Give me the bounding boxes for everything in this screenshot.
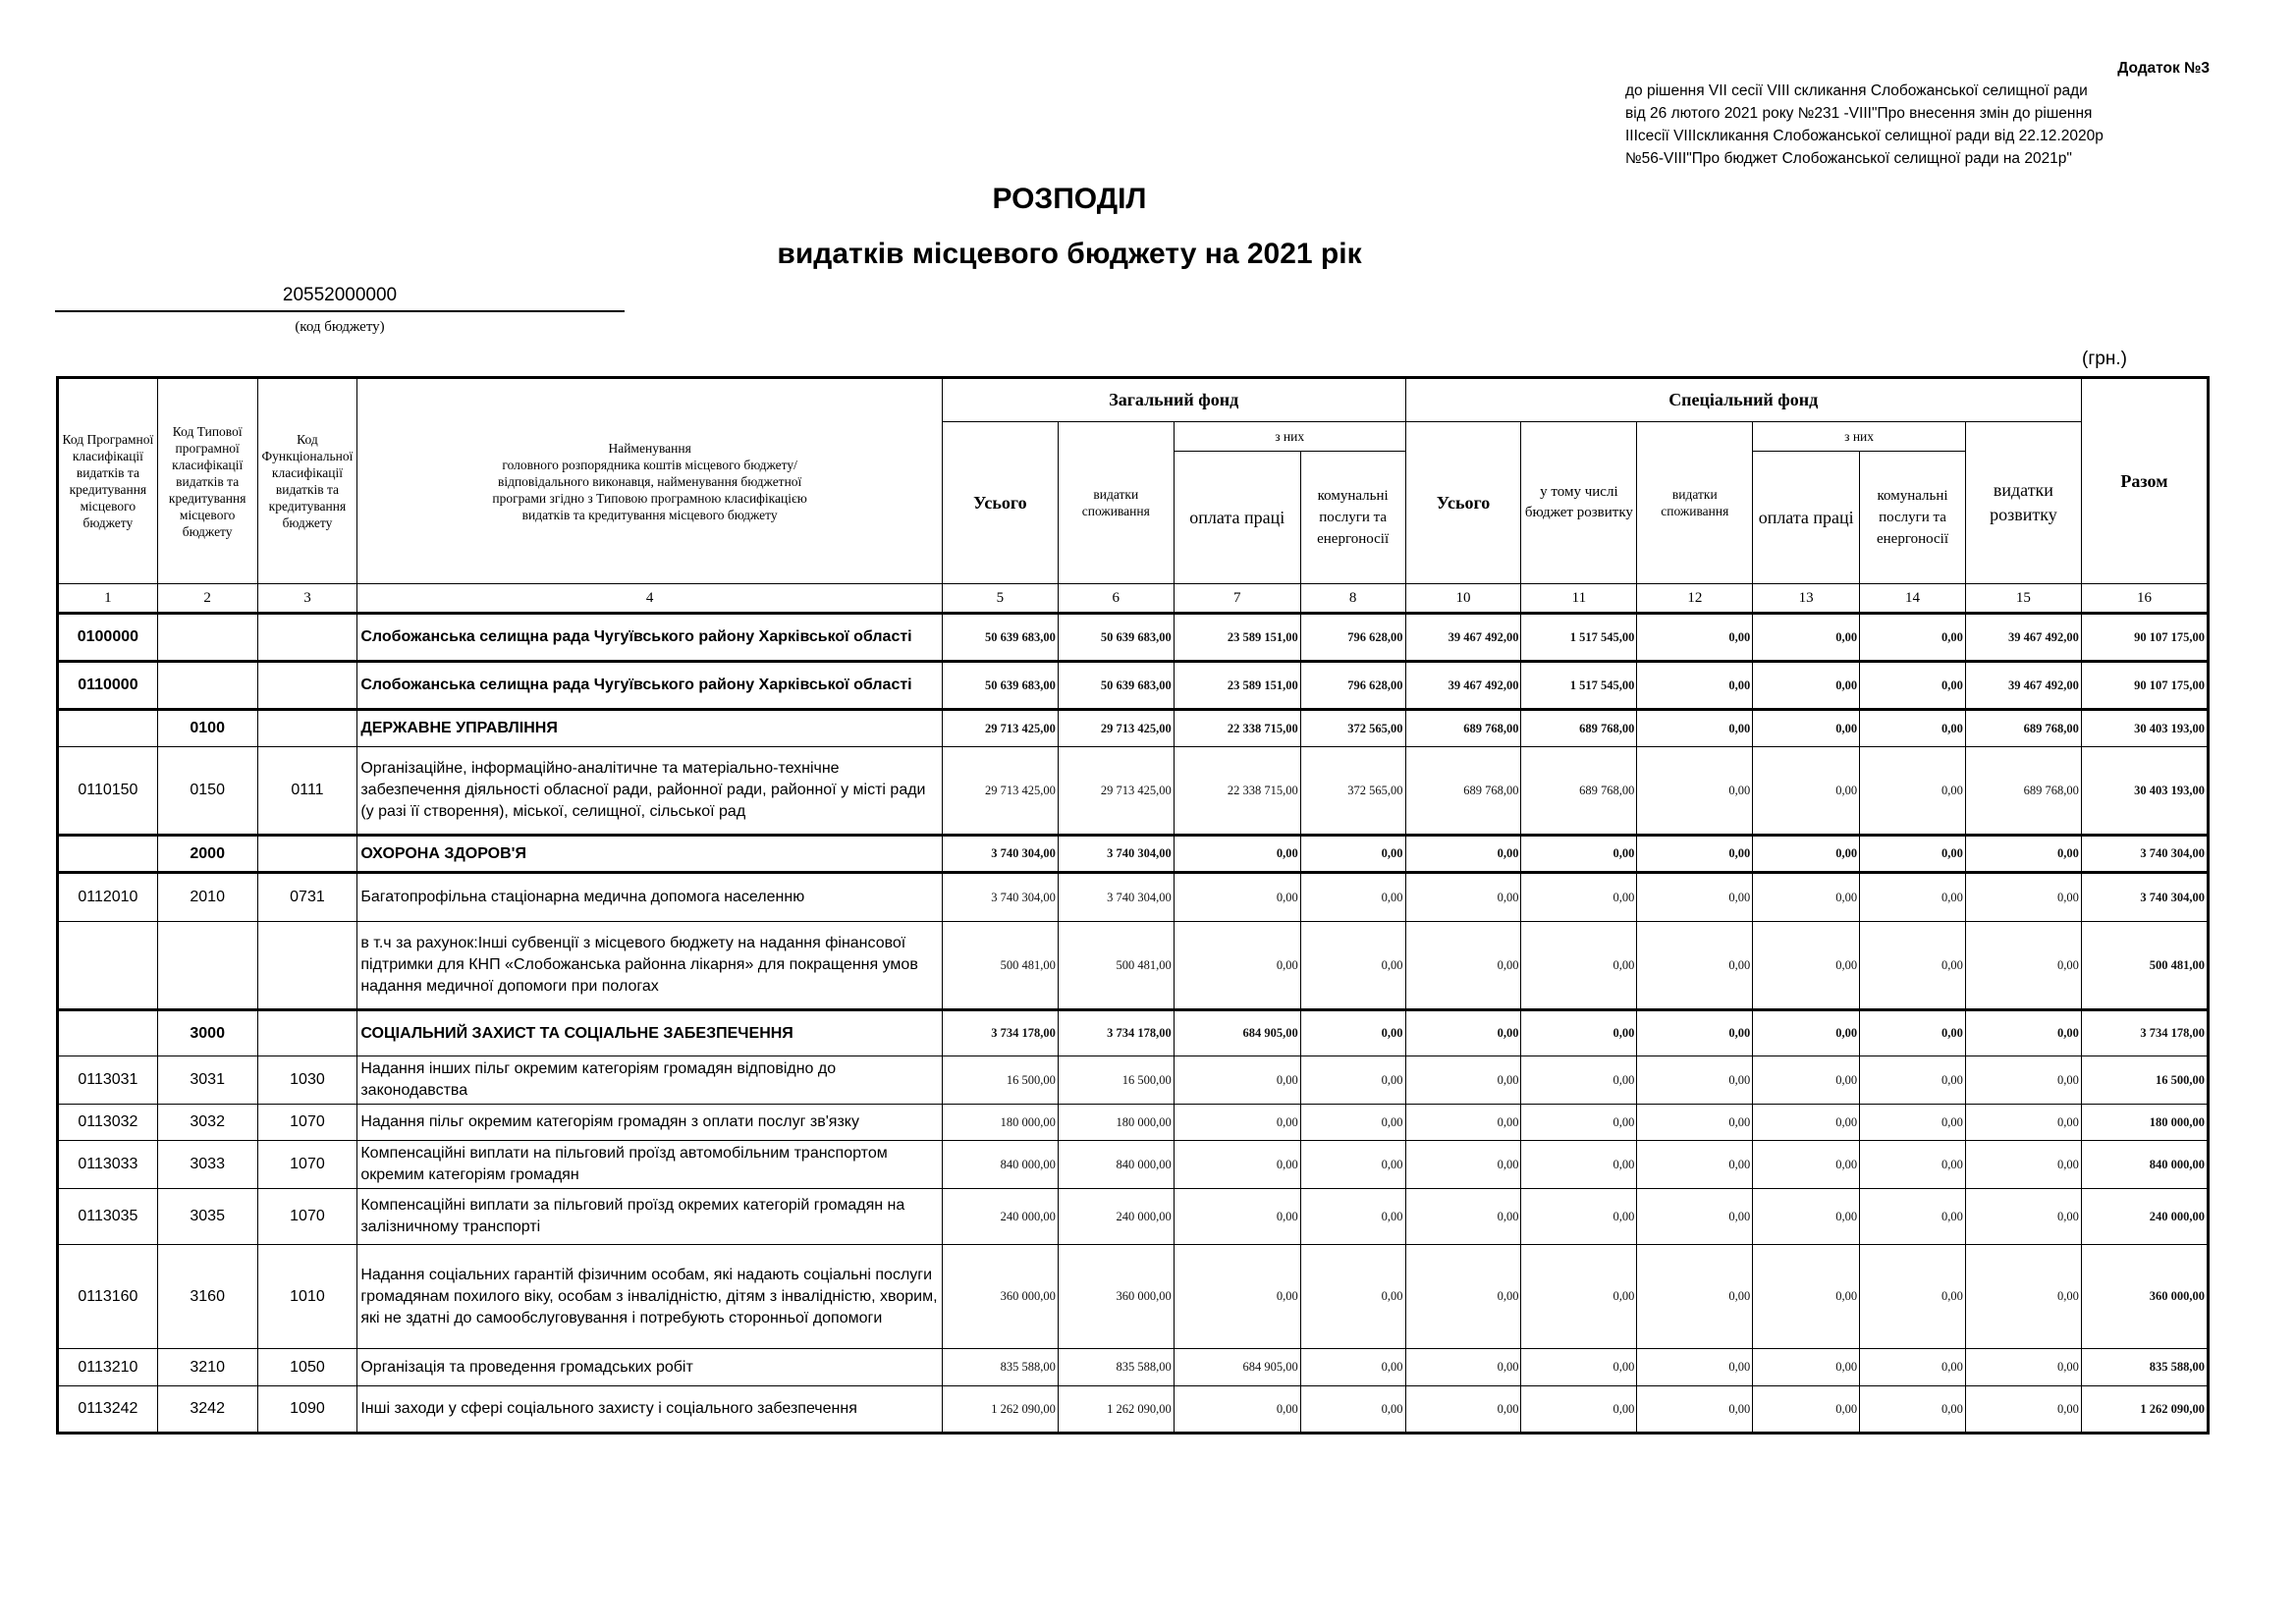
amount-cell: 0,00 [1405, 922, 1521, 1010]
amount-cell: 689 768,00 [1521, 710, 1637, 747]
column-number: 15 [1965, 584, 2081, 614]
amount-cell: 29 713 425,00 [942, 710, 1058, 747]
amount-cell: 0,00 [1405, 836, 1521, 873]
amount-cell: 50 639 683,00 [942, 614, 1058, 662]
amount-cell: 0,00 [1300, 1386, 1405, 1434]
amount-cell: 0,00 [1637, 922, 1753, 1010]
program-code-cell: 0110150 [58, 747, 158, 836]
column-number: 4 [357, 584, 943, 614]
typical-code-cell: 3032 [157, 1105, 257, 1141]
row-total-cell: 30 403 193,00 [2081, 747, 2208, 836]
amount-cell: 0,00 [1521, 1349, 1637, 1386]
column-number: 13 [1753, 584, 1860, 614]
amount-cell: 0,00 [1521, 1189, 1637, 1245]
typical-code-cell: 0150 [157, 747, 257, 836]
program-name-cell: Компенсаційні виплати на пільговий проїзд автомобільним транспортом окремим категоріям громадян [357, 1141, 943, 1189]
header-special-fund: Спеціальний фонд [1405, 378, 2081, 422]
functional-code-cell [257, 1010, 357, 1056]
amount-cell: 0,00 [1637, 662, 1753, 710]
program-code-cell [58, 710, 158, 747]
column-number: 1 [58, 584, 158, 614]
row-total-cell: 30 403 193,00 [2081, 710, 2208, 747]
amount-cell: 0,00 [1637, 1010, 1753, 1056]
column-number: 12 [1637, 584, 1753, 614]
budget-code-label: (код бюджету) [295, 319, 385, 335]
amount-cell: 0,00 [1753, 836, 1860, 873]
currency-unit: (грн.) [2082, 349, 2127, 369]
amount-cell: 0,00 [1405, 1010, 1521, 1056]
column-number: 2 [157, 584, 257, 614]
program-code-cell: 0113033 [58, 1141, 158, 1189]
amount-cell: 0,00 [1174, 1105, 1300, 1141]
amount-cell: 0,00 [1300, 922, 1405, 1010]
amount-cell: 0,00 [1753, 662, 1860, 710]
amount-cell: 50 639 683,00 [1058, 614, 1174, 662]
row-total-cell: 840 000,00 [2081, 1141, 2208, 1189]
amount-cell: 0,00 [1753, 747, 1860, 836]
table-row [58, 873, 2209, 922]
amount-cell: 372 565,00 [1300, 747, 1405, 836]
amount-cell: 0,00 [1405, 1189, 1521, 1245]
functional-code-cell: 1010 [257, 1245, 357, 1349]
amount-cell: 0,00 [1174, 1245, 1300, 1349]
amount-cell: 0,00 [1300, 1349, 1405, 1386]
column-numbers-row [58, 584, 2209, 614]
amount-cell: 50 639 683,00 [942, 662, 1058, 710]
program-name-cell: в т.ч за рахунок:Інші субвенції з місцевого бюджету на надання фінансової підтримки для КНП «Слобожанська районна лікарня» для покращення умов надання медичної допомоги при пологах [357, 922, 943, 1010]
amount-cell: 180 000,00 [1058, 1105, 1174, 1141]
program-name-cell: СОЦІАЛЬНИЙ ЗАХИСТ ТА СОЦІАЛЬНЕ ЗАБЕЗПЕЧЕННЯ [357, 1010, 943, 1056]
amount-cell: 372 565,00 [1300, 710, 1405, 747]
amount-cell: 0,00 [1965, 1349, 2081, 1386]
amount-cell: 22 338 715,00 [1174, 710, 1300, 747]
column-number: 8 [1300, 584, 1405, 614]
amount-cell: 0,00 [1637, 1056, 1753, 1105]
budget-code: 20552000000 [55, 285, 625, 312]
functional-code-cell [257, 710, 357, 747]
amount-cell: 0,00 [1300, 873, 1405, 922]
amount-cell: 796 628,00 [1300, 614, 1405, 662]
amount-cell: 0,00 [1753, 922, 1860, 1010]
amount-cell: 0,00 [1637, 747, 1753, 836]
amount-cell: 840 000,00 [942, 1141, 1058, 1189]
header-sf-wages: оплата праці [1753, 452, 1860, 584]
functional-code-cell: 1070 [257, 1141, 357, 1189]
amount-cell: 0,00 [1965, 1245, 2081, 1349]
amount-cell: 689 768,00 [1965, 710, 2081, 747]
appendix-block [1625, 57, 2254, 170]
program-name-cell: Компенсаційні виплати за пільговий проїзд окремих категорій громадян на залізничному транспорті [357, 1189, 943, 1245]
header-general-fund: Загальний фонд [942, 378, 1405, 422]
row-total-cell: 90 107 175,00 [2081, 614, 2208, 662]
row-total-cell: 360 000,00 [2081, 1245, 2208, 1349]
functional-code-cell: 1070 [257, 1189, 357, 1245]
amount-cell: 0,00 [1405, 1141, 1521, 1189]
amount-cell: 22 338 715,00 [1174, 747, 1300, 836]
amount-cell: 0,00 [1753, 710, 1860, 747]
amount-cell: 0,00 [1521, 1010, 1637, 1056]
amount-cell: 0,00 [1965, 1386, 2081, 1434]
typical-code-cell: 3000 [157, 1010, 257, 1056]
header-typical-code: Код Типової програмної класифікації видатків та кредитування місцевого бюджету [157, 378, 257, 584]
typical-code-cell: 3160 [157, 1245, 257, 1349]
amount-cell: 0,00 [1300, 1056, 1405, 1105]
row-total-cell: 240 000,00 [2081, 1189, 2208, 1245]
amount-cell: 0,00 [1174, 1386, 1300, 1434]
amount-cell: 0,00 [1753, 1245, 1860, 1349]
amount-cell: 3 740 304,00 [942, 836, 1058, 873]
amount-cell: 0,00 [1405, 1386, 1521, 1434]
amount-cell: 23 589 151,00 [1174, 614, 1300, 662]
amount-cell: 689 768,00 [1405, 747, 1521, 836]
amount-cell: 0,00 [1965, 1141, 2081, 1189]
table-row [58, 1189, 2209, 1245]
amount-cell: 360 000,00 [942, 1245, 1058, 1349]
typical-code-cell: 3031 [157, 1056, 257, 1105]
row-total-cell: 3 734 178,00 [2081, 1010, 2208, 1056]
functional-code-cell [257, 836, 357, 873]
amount-cell: 0,00 [1405, 1349, 1521, 1386]
header-gf-of-which: з них [1174, 422, 1405, 452]
column-number: 16 [2081, 584, 2208, 614]
document-subtitle: видатків місцевого бюджету на 2021 рік [777, 238, 1362, 270]
amount-cell: 0,00 [1637, 873, 1753, 922]
header-gf-consumption: видатки споживання [1058, 422, 1174, 584]
amount-cell: 0,00 [1300, 1105, 1405, 1141]
amount-cell: 0,00 [1637, 1105, 1753, 1141]
amount-cell: 0,00 [1965, 1105, 2081, 1141]
amount-cell: 39 467 492,00 [1965, 662, 2081, 710]
row-total-cell: 180 000,00 [2081, 1105, 2208, 1141]
appendix-title: Додаток №3 [2117, 60, 2210, 77]
amount-cell: 0,00 [1405, 1056, 1521, 1105]
amount-cell: 0,00 [1174, 836, 1300, 873]
amount-cell: 3 740 304,00 [1058, 836, 1174, 873]
row-total-cell: 3 740 304,00 [2081, 836, 2208, 873]
amount-cell: 500 481,00 [1058, 922, 1174, 1010]
amount-cell: 0,00 [1637, 614, 1753, 662]
amount-cell: 0,00 [1753, 1141, 1860, 1189]
amount-cell: 0,00 [1521, 873, 1637, 922]
program-code-cell: 0113210 [58, 1349, 158, 1386]
amount-cell: 0,00 [1521, 1105, 1637, 1141]
typical-code-cell: 2010 [157, 873, 257, 922]
amount-cell: 0,00 [1753, 873, 1860, 922]
amount-cell: 0,00 [1300, 1189, 1405, 1245]
amount-cell: 0,00 [1860, 1056, 1966, 1105]
program-code-cell: 0113031 [58, 1056, 158, 1105]
amount-cell: 0,00 [1637, 1245, 1753, 1349]
table-row [58, 710, 2209, 747]
amount-cell: 0,00 [1637, 836, 1753, 873]
row-total-cell: 1 262 090,00 [2081, 1386, 2208, 1434]
amount-cell: 0,00 [1860, 1105, 1966, 1141]
amount-cell: 500 481,00 [942, 922, 1058, 1010]
amount-cell: 240 000,00 [1058, 1189, 1174, 1245]
amount-cell: 0,00 [1174, 922, 1300, 1010]
program-name-cell: ДЕРЖАВНЕ УПРАВЛІННЯ [357, 710, 943, 747]
amount-cell: 0,00 [1860, 1189, 1966, 1245]
amount-cell: 0,00 [1300, 1245, 1405, 1349]
table-row [58, 662, 2209, 710]
document-title: РОЗПОДІЛ [992, 183, 1147, 215]
program-code-cell: 0113242 [58, 1386, 158, 1434]
amount-cell: 3 740 304,00 [942, 873, 1058, 922]
amount-cell: 29 713 425,00 [1058, 710, 1174, 747]
amount-cell: 0,00 [1753, 1105, 1860, 1141]
functional-code-cell [257, 614, 357, 662]
typical-code-cell: 2000 [157, 836, 257, 873]
amount-cell: 360 000,00 [1058, 1245, 1174, 1349]
amount-cell: 840 000,00 [1058, 1141, 1174, 1189]
amount-cell: 39 467 492,00 [1405, 614, 1521, 662]
amount-cell: 0,00 [1521, 922, 1637, 1010]
amount-cell: 50 639 683,00 [1058, 662, 1174, 710]
amount-cell: 0,00 [1174, 1056, 1300, 1105]
header-gf-utilities: комунальні послуги та енергоносії [1300, 452, 1405, 584]
amount-cell: 23 589 151,00 [1174, 662, 1300, 710]
table-row [58, 1349, 2209, 1386]
amount-cell: 689 768,00 [1965, 747, 2081, 836]
amount-cell: 3 734 178,00 [1058, 1010, 1174, 1056]
table-row [58, 747, 2209, 836]
functional-code-cell: 0111 [257, 747, 357, 836]
table-row [58, 614, 2209, 662]
amount-cell: 0,00 [1965, 873, 2081, 922]
amount-cell: 0,00 [1174, 1141, 1300, 1189]
amount-cell: 0,00 [1860, 710, 1966, 747]
program-name-cell: Слобожанська селищна рада Чугуївського району Харківської області [357, 614, 943, 662]
amount-cell: 0,00 [1405, 1245, 1521, 1349]
header-program-code: Код Програмної класифікації видатків та кредитування місцевого бюджету [58, 378, 158, 584]
amount-cell: 0,00 [1753, 1056, 1860, 1105]
typical-code-cell: 3242 [157, 1386, 257, 1434]
typical-code-cell [157, 614, 257, 662]
amount-cell: 0,00 [1637, 710, 1753, 747]
amount-cell: 0,00 [1860, 662, 1966, 710]
header-sf-total: Усього [1405, 422, 1521, 584]
header-name: Найменування головного розпорядника коштів місцевого бюджету/ відповідального виконавця, найменування бюджетної програми згідно з Типовою програмною класифікацією видатків та кредитування місцевого бюджету [357, 378, 943, 584]
appendix-line: від 26 лютого 2021 року №231 -VIII"Про внесення змін до рішення [1625, 105, 2093, 122]
column-number: 14 [1860, 584, 1966, 614]
appendix-line: №56-VIII"Про бюджет Слобожанської селищної ради на 2021р" [1625, 150, 2072, 167]
program-name-cell: ОХОРОНА ЗДОРОВ'Я [357, 836, 943, 873]
typical-code-cell [157, 662, 257, 710]
program-code-cell: 0110000 [58, 662, 158, 710]
amount-cell: 0,00 [1521, 1245, 1637, 1349]
table-row [58, 922, 2209, 1010]
table-row [58, 1386, 2209, 1434]
amount-cell: 3 734 178,00 [942, 1010, 1058, 1056]
amount-cell: 684 905,00 [1174, 1349, 1300, 1386]
program-code-cell [58, 836, 158, 873]
header-sf-utilities: комунальні послуги та енергоносії [1860, 452, 1966, 584]
amount-cell: 1 262 090,00 [942, 1386, 1058, 1434]
column-number: 3 [257, 584, 357, 614]
amount-cell: 835 588,00 [942, 1349, 1058, 1386]
amount-cell: 0,00 [1860, 1141, 1966, 1189]
program-code-cell: 0100000 [58, 614, 158, 662]
appendix-line: до рішення VII сесії VIII скликання Слобожанської селищної ради [1625, 82, 2088, 99]
program-code-cell: 0113032 [58, 1105, 158, 1141]
program-name-cell: Надання пільг окремим категоріям громадян з оплати послуг зв'язку [357, 1105, 943, 1141]
amount-cell: 39 467 492,00 [1965, 614, 2081, 662]
column-number: 10 [1405, 584, 1521, 614]
row-total-cell: 835 588,00 [2081, 1349, 2208, 1386]
program-code-cell: 0112010 [58, 873, 158, 922]
amount-cell: 0,00 [1965, 1189, 2081, 1245]
header-sf-of-which: з них [1753, 422, 1966, 452]
amount-cell: 0,00 [1860, 873, 1966, 922]
amount-cell: 0,00 [1405, 1105, 1521, 1141]
amount-cell: 0,00 [1174, 1189, 1300, 1245]
amount-cell: 0,00 [1860, 1349, 1966, 1386]
program-code-cell: 0113035 [58, 1189, 158, 1245]
amount-cell: 835 588,00 [1058, 1349, 1174, 1386]
amount-cell: 0,00 [1637, 1386, 1753, 1434]
amount-cell: 1 517 545,00 [1521, 614, 1637, 662]
table-row [58, 1056, 2209, 1105]
functional-code-cell [257, 922, 357, 1010]
column-number: 11 [1521, 584, 1637, 614]
amount-cell: 0,00 [1300, 836, 1405, 873]
row-total-cell: 500 481,00 [2081, 922, 2208, 1010]
program-name-cell: Слобожанська селищна рада Чугуївського району Харківської області [357, 662, 943, 710]
amount-cell: 16 500,00 [942, 1056, 1058, 1105]
expenditure-table [56, 376, 2210, 1435]
functional-code-cell: 1070 [257, 1105, 357, 1141]
typical-code-cell: 3033 [157, 1141, 257, 1189]
amount-cell: 0,00 [1860, 1245, 1966, 1349]
amount-cell: 29 713 425,00 [1058, 747, 1174, 836]
amount-cell: 0,00 [1965, 836, 2081, 873]
program-name-cell: Багатопрофільна стаціонарна медична допомога населенню [357, 873, 943, 922]
program-name-cell: Надання інших пільг окремим категоріям громадян відповідно до законодавства [357, 1056, 943, 1105]
amount-cell: 0,00 [1521, 836, 1637, 873]
amount-cell: 0,00 [1860, 1010, 1966, 1056]
typical-code-cell: 3035 [157, 1189, 257, 1245]
amount-cell: 0,00 [1965, 1010, 2081, 1056]
amount-cell: 1 517 545,00 [1521, 662, 1637, 710]
table-row [58, 836, 2209, 873]
amount-cell: 0,00 [1965, 922, 2081, 1010]
amount-cell: 0,00 [1521, 1056, 1637, 1105]
table-row [58, 1245, 2209, 1349]
amount-cell: 0,00 [1521, 1386, 1637, 1434]
amount-cell: 0,00 [1860, 1386, 1966, 1434]
amount-cell: 0,00 [1753, 1386, 1860, 1434]
amount-cell: 0,00 [1174, 873, 1300, 922]
functional-code-cell: 1030 [257, 1056, 357, 1105]
amount-cell: 0,00 [1860, 836, 1966, 873]
program-name-cell: Організаційне, інформаційно-аналітичне та матеріально-технічне забезпечення діяльності обласної ради, районної ради, районної у місті ради (у разі її створення), міської, селищної, сільської рад [357, 747, 943, 836]
amount-cell: 0,00 [1405, 873, 1521, 922]
amount-cell: 689 768,00 [1405, 710, 1521, 747]
column-number: 5 [942, 584, 1058, 614]
amount-cell: 16 500,00 [1058, 1056, 1174, 1105]
program-code-cell [58, 1010, 158, 1056]
typical-code-cell: 0100 [157, 710, 257, 747]
column-number: 6 [1058, 584, 1174, 614]
row-total-cell: 3 740 304,00 [2081, 873, 2208, 922]
amount-cell: 0,00 [1753, 614, 1860, 662]
row-total-cell: 90 107 175,00 [2081, 662, 2208, 710]
amount-cell: 0,00 [1637, 1189, 1753, 1245]
amount-cell: 0,00 [1860, 922, 1966, 1010]
amount-cell: 684 905,00 [1174, 1010, 1300, 1056]
header-sf-incl-dev: у тому числі бюджет розвитку [1521, 422, 1637, 584]
typical-code-cell [157, 922, 257, 1010]
amount-cell: 0,00 [1300, 1010, 1405, 1056]
functional-code-cell: 0731 [257, 873, 357, 922]
header-sum: Разом [2081, 378, 2208, 584]
amount-cell: 0,00 [1860, 614, 1966, 662]
appendix-line: IIIсесії VIIIскликання Слобожанської селищної ради від 22.12.2020р [1625, 128, 2104, 144]
amount-cell: 0,00 [1753, 1189, 1860, 1245]
amount-cell: 0,00 [1965, 1056, 2081, 1105]
header-gf-total: Усього [942, 422, 1058, 584]
amount-cell: 689 768,00 [1521, 747, 1637, 836]
amount-cell: 240 000,00 [942, 1189, 1058, 1245]
amount-cell: 0,00 [1637, 1141, 1753, 1189]
amount-cell: 1 262 090,00 [1058, 1386, 1174, 1434]
functional-code-cell: 1090 [257, 1386, 357, 1434]
amount-cell: 0,00 [1753, 1010, 1860, 1056]
amount-cell: 0,00 [1637, 1349, 1753, 1386]
program-code-cell [58, 922, 158, 1010]
amount-cell: 180 000,00 [942, 1105, 1058, 1141]
amount-cell: 0,00 [1753, 1349, 1860, 1386]
functional-code-cell: 1050 [257, 1349, 357, 1386]
header-sf-development: видатки розвитку [1965, 422, 2081, 584]
functional-code-cell [257, 662, 357, 710]
amount-cell: 0,00 [1860, 747, 1966, 836]
column-number: 7 [1174, 584, 1300, 614]
amount-cell: 39 467 492,00 [1405, 662, 1521, 710]
program-name-cell: Надання соціальних гарантій фізичним особам, які надають соціальні послуги громадянам похилого віку, особам з інвалідністю, дітям з інвалідністю, хворим, які не здатні до самообслуговування і потребують сторонньої допомоги [357, 1245, 943, 1349]
program-name-cell: Інші заходи у сфері соціального захисту і соціального забезпечення [357, 1386, 943, 1434]
header-sf-consumption: видатки споживання [1637, 422, 1753, 584]
program-code-cell: 0113160 [58, 1245, 158, 1349]
row-total-cell: 16 500,00 [2081, 1056, 2208, 1105]
program-name-cell: Організація та проведення громадських робіт [357, 1349, 943, 1386]
table-row [58, 1141, 2209, 1189]
header-gf-wages: оплата праці [1174, 452, 1300, 584]
table-row [58, 1105, 2209, 1141]
amount-cell: 0,00 [1300, 1141, 1405, 1189]
amount-cell: 29 713 425,00 [942, 747, 1058, 836]
amount-cell: 0,00 [1521, 1141, 1637, 1189]
header-functional-code: Код Функціональної класифікації видатків та кредитування бюджету [257, 378, 357, 584]
amount-cell: 796 628,00 [1300, 662, 1405, 710]
table-row [58, 1010, 2209, 1056]
amount-cell: 3 740 304,00 [1058, 873, 1174, 922]
typical-code-cell: 3210 [157, 1349, 257, 1386]
